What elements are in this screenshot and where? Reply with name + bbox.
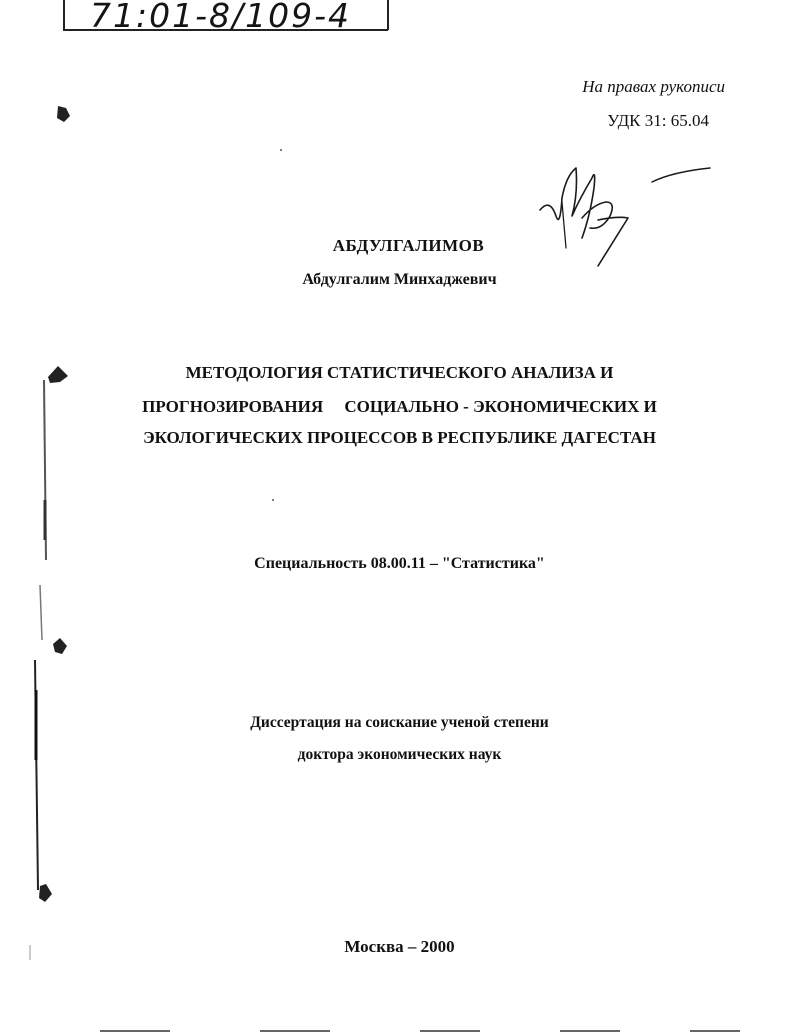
dissertation-title-line: ЭКОЛОГИЧЕСКИХ ПРОЦЕССОВ В РЕСПУБЛИКЕ ДАГЕСТАН <box>143 428 656 447</box>
specialty-line: Специальность 08.00.11 – "Статистика" <box>254 555 545 572</box>
dust-speck <box>272 499 274 501</box>
degree-line: Диссертация на соискание ученой степени <box>250 714 549 731</box>
author-given-names: Абдулгалим Минхаджевич <box>302 271 497 288</box>
place-and-year: Москва – 2000 <box>344 937 455 956</box>
binding-hole-mark <box>53 638 67 654</box>
dust-speck <box>280 149 282 151</box>
dissertation-title-line: МЕТОДОЛОГИЯ СТАТИСТИЧЕСКОГО АНАЛИЗА И <box>185 363 614 382</box>
author-surname: АБДУЛГАЛИМОВ <box>332 236 485 255</box>
dissertation-title-line: ПРОГНОЗИРОВАНИЯ СОЦИАЛЬНО - ЭКОНОМИЧЕСКИХ И <box>142 397 657 416</box>
margin-edge-line <box>40 585 42 640</box>
archive-number: 71:01-8/109-4 <box>90 0 352 35</box>
manuscript-rights-note: На правах рукописи <box>582 77 725 96</box>
binding-hole-mark <box>57 106 70 122</box>
binding-hole-mark <box>39 884 52 902</box>
degree-line: доктора экономических наук <box>297 746 502 763</box>
udk-code: УДК 31: 65.04 <box>607 111 709 130</box>
margin-edge-line <box>35 660 38 890</box>
